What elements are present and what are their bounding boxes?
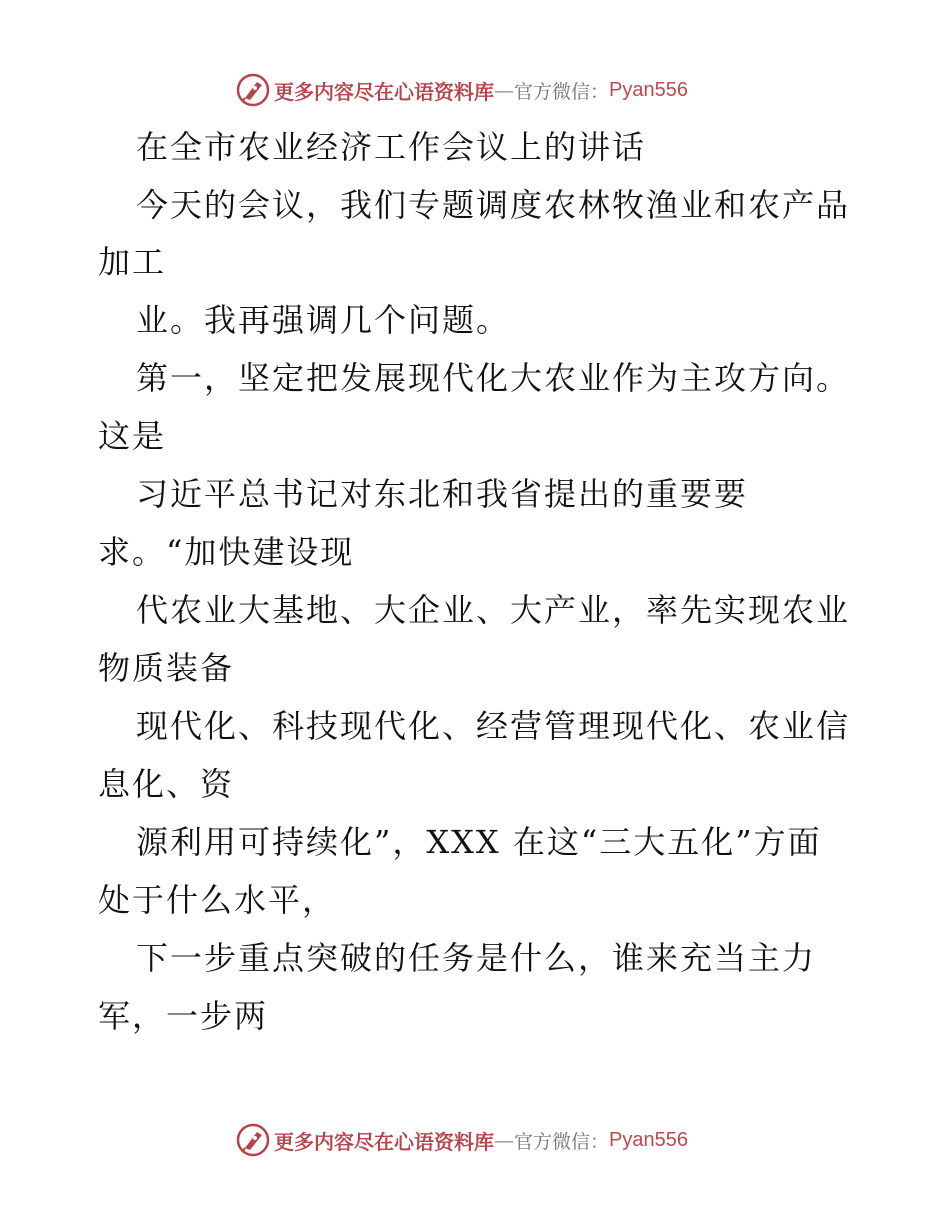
watermark-separator: — bbox=[494, 1128, 514, 1152]
text-line: 下一步重点突破的任务是什么，谁来充当主力 bbox=[136, 939, 817, 977]
watermark-text: 更多内容尽在心语资料库 bbox=[274, 1129, 494, 1154]
text-line: 物质装备 bbox=[98, 649, 235, 687]
text-line: 业。我再强调几个问题。 bbox=[136, 301, 511, 339]
document-title: 在全市农业经济工作会议上的讲话 bbox=[136, 128, 647, 166]
text-line: 现代化、科技现代化、经营管理现代化、农业信 bbox=[136, 707, 851, 745]
watermark-label: 官方微信： bbox=[514, 1130, 610, 1153]
watermark-wechat-id: Pyan556 bbox=[609, 1128, 688, 1151]
text-line: 求。“加快建设现 bbox=[98, 533, 355, 571]
text-line: 今天的会议，我们专题调度农林牧渔业和农产品 bbox=[136, 186, 851, 224]
text-line: 加工 bbox=[98, 243, 167, 281]
text-line: 代农业大基地、大企业、大产业，率先实现农业 bbox=[136, 591, 851, 629]
watermark-separator: — bbox=[494, 78, 514, 102]
text-line: 息化、资 bbox=[98, 765, 235, 803]
text-line: 源利用可持续化”，XXX 在这“三大五化”方面 bbox=[136, 823, 822, 861]
text-line: 第一，坚定把发展现代化大农业作为主攻方向。 bbox=[136, 359, 851, 397]
watermark-text: 更多内容尽在心语资料库 bbox=[274, 79, 494, 104]
watermark-label: 官方微信： bbox=[514, 80, 610, 103]
watermark-wechat-id: Pyan556 bbox=[609, 78, 688, 101]
text-line: 习近平总书记对东北和我省提出的重要要 bbox=[136, 475, 749, 513]
pen-nib-logo-icon bbox=[236, 73, 270, 107]
header-watermark bbox=[236, 70, 688, 110]
text-line: 这是 bbox=[98, 417, 167, 455]
footer-watermark bbox=[236, 1120, 688, 1160]
text-line: 军，一步两 bbox=[98, 997, 269, 1035]
text-line: 处于什么水平， bbox=[98, 881, 337, 919]
pen-nib-logo-icon bbox=[236, 1123, 270, 1157]
